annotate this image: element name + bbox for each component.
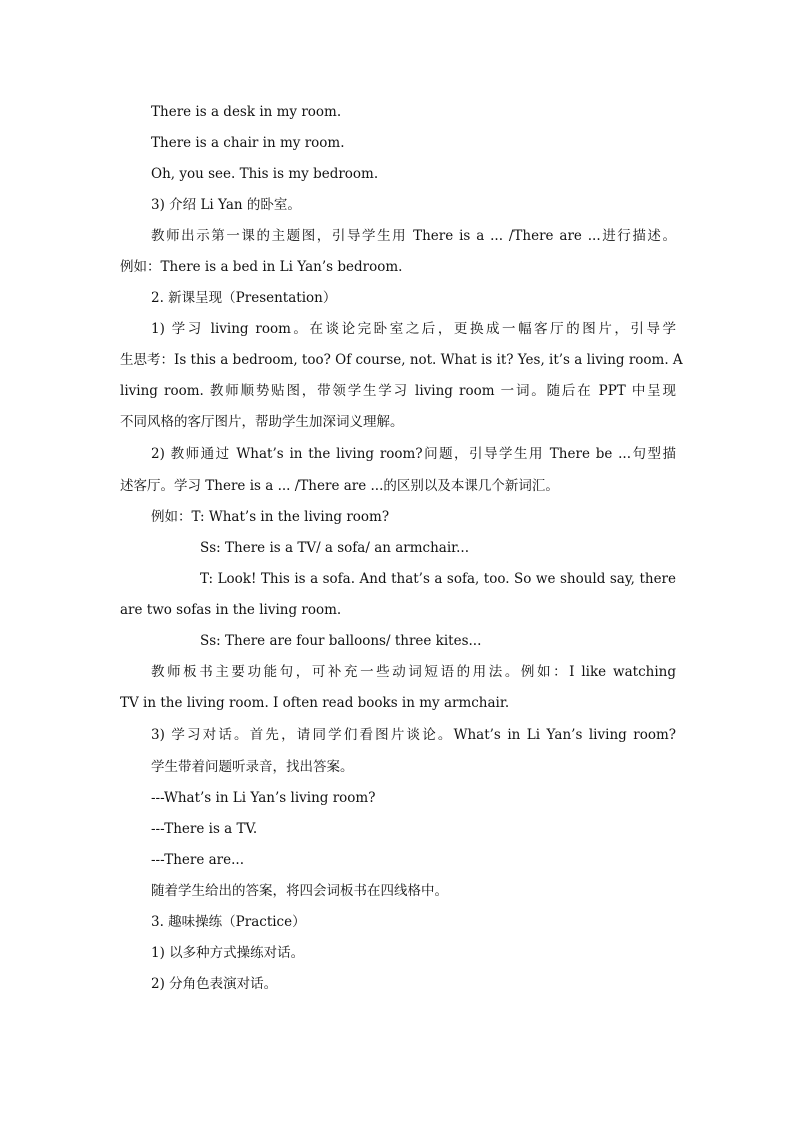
text-line: Oh, you see. This is my bedroom. — [151, 166, 379, 182]
text-line: 2) 分角色表演对话。 — [151, 976, 278, 992]
section-heading: 3) 介绍 Li Yan 的卧室。 — [151, 197, 301, 213]
text-line: T: Look! This is a sofa. And that’s a sofa, too. So we should say, there — [200, 571, 676, 587]
text-line: 教师板书主要功能句，可补充一些动词短语的用法。例如：I like watching — [151, 664, 676, 680]
text-line: There is a desk in my room. — [151, 104, 342, 120]
text-line: TV in the living room. I often read books in my armchair. — [120, 695, 510, 711]
text-line: living room. 教师顺势贴图，带领学生学习 living room 一词。随后在 PPT 中呈现 — [120, 383, 676, 399]
text-line: 例如：There is a bed in Li Yan’s bedroom. — [120, 259, 403, 275]
text-line: 不同风格的客厅图片，帮助学生加深词义理解。 — [120, 414, 404, 430]
text-line: 生思考：Is this a bedroom, too? Of course, not. What is it? Yes, it’s a living room. A — [120, 352, 683, 368]
section-heading: 3. 趣味操练（Practice） — [151, 914, 306, 930]
text-line: ---What’s in Li Yan’s living room? — [151, 790, 376, 806]
text-line: 1) 以多种方式操练对话。 — [151, 945, 305, 961]
text-line: are two sofas in the living room. — [120, 602, 342, 618]
text-line: There is a chair in my room. — [151, 135, 345, 151]
section-heading: 2. 新课呈现（Presentation） — [151, 290, 337, 306]
text-line: 学生带着问题听录音，找出答案。 — [151, 759, 354, 775]
text-line: Ss: There are four balloons/ three kites... — [200, 633, 482, 649]
text-line: 述客厅。学习 There is a ... /There are ...的区别以及本课几个新词汇。 — [120, 478, 559, 494]
text-line: 1) 学习 living room。在谈论完卧室之后，更换成一幅客厅的图片，引导学 — [151, 321, 676, 337]
text-line: ---There are... — [151, 852, 244, 868]
text-line: 随着学生给出的答案，将四会词板书在四线格中。 — [151, 883, 448, 899]
text-line: ---There is a TV. — [151, 821, 258, 837]
text-line: 3) 学习对话。首先，请同学们看图片谈论。What’s in Li Yan’s living room? — [151, 727, 676, 743]
text-line: 教师出示第一课的主题图，引导学生用 There is a ... /There are ...进行描述。 — [151, 228, 676, 244]
text-line: 2) 教师通过 What’s in the living room?问题，引导学生用 There be ...句型描 — [151, 446, 676, 462]
text-line: 例如：T: What’s in the living room? — [151, 509, 390, 525]
text-line: Ss: There is a TV/ a sofa/ an armchair... — [200, 540, 469, 556]
